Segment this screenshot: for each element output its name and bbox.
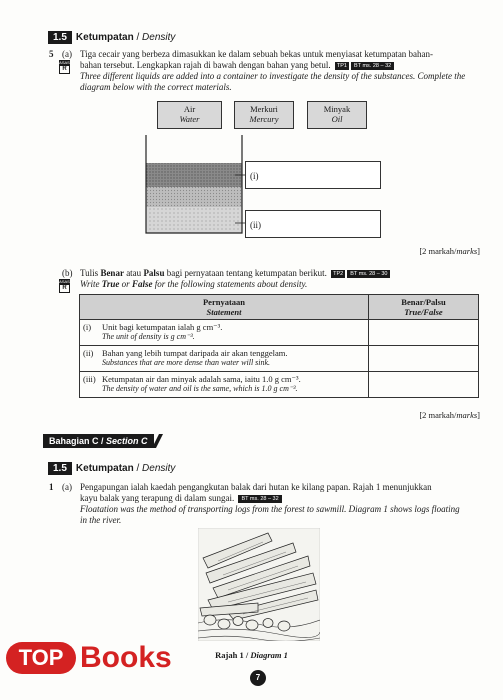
question-text <box>80 268 480 290</box>
statement-table <box>79 294 479 398</box>
question-number: 1 <box>49 482 54 492</box>
column-header-statement: Pernyataan Statement <box>80 295 369 320</box>
question-text-ms-line1: Tiga cecair yang berbeza dimasukkan ke dalam sebuah bekas untuk menyiasat ketumpatan bahan- <box>80 49 434 59</box>
section-title: Ketumpatan / Density <box>75 32 176 43</box>
container-diagram <box>140 135 250 243</box>
question-text <box>80 49 480 93</box>
topbooks-logo <box>6 640 178 690</box>
section-c-banner: Bahagian C / Section C <box>43 434 154 448</box>
tp-tag: TP2 <box>333 271 344 277</box>
diagram-caption: Rajah 1 / Diagram 1 <box>215 650 288 660</box>
bt-page-ref-tag: BT ms. 28 – 32 <box>238 495 281 503</box>
question-text-en: Write True or False for the following statements about density. <box>80 279 308 289</box>
column-header-true-false: Benar/Palsu True/False <box>369 295 479 320</box>
logo-top-badge: TOP <box>6 642 76 674</box>
section-header <box>48 458 175 476</box>
section-title-ms: Ketumpatan <box>75 32 134 43</box>
table-row: (ii) Bahan yang lebih tumpat daripada air akan tenggelam. Substances that are more dense than water will sink. <box>80 346 479 372</box>
liquid-layer-middle <box>146 187 242 207</box>
asas-r-icon: ASAS R <box>59 279 70 291</box>
answer-cell[interactable] <box>369 320 479 346</box>
answer-box-i[interactable]: (i) <box>245 161 381 189</box>
liquid-layer-bottom <box>146 207 242 233</box>
floating-logs-illustration <box>198 528 320 641</box>
answer-cell[interactable] <box>369 346 479 372</box>
liquid-layer-top <box>146 163 242 187</box>
question-part-label: (a) <box>62 49 72 59</box>
section-number-badge: 1.5 <box>48 31 72 44</box>
page-number: 7 <box>250 670 266 686</box>
question-text-en-line1: Three different liquids are added into a container to investigate the density of the substances. Complete the <box>80 71 466 81</box>
question-text-en-line2: diagram below with the correct materials. <box>80 82 232 92</box>
answer-cell[interactable] <box>369 372 479 398</box>
material-label-water: Air Water <box>157 101 222 129</box>
section-title: Ketumpatan / Density <box>75 463 176 474</box>
question-text-ms: Tulis Benar atau Palsu bagi pernyataan tentang ketumpatan berikut. TP2 BT ms. 28 – 30 <box>80 268 480 279</box>
answer-box-ii[interactable]: (ii) <box>245 210 381 238</box>
table-row: (i) Unit bagi ketumpatan ialah g cm⁻³. The unit of density is g cm⁻³. <box>80 320 479 346</box>
material-label-oil: Minyak Oil <box>307 101 367 129</box>
marks-label: [2 markah/marks] <box>419 410 480 420</box>
section-title-en: Density <box>142 32 176 43</box>
question-text: Pengapungan ialah kaedah pengangkutan balak dari hutan ke kilang papan. Rajah 1 menunjukkan kayu balak yang terapung di dalam sungai. BT ms. 28 – 32 Floatation was the method of transporting logs from the forest to sawmill. Diagram 1 shows logs floating in the river. <box>80 482 460 525</box>
tp-tag: TP1 <box>336 63 347 69</box>
question-text-ms-line2: bahan tersebut. Lengkapkan rajah di bawah dengan bahan yang betul. TP1 BT ms. 28 – 32 <box>80 60 480 71</box>
bt-page-ref-tag: BT ms. 28 – 30 <box>347 270 390 278</box>
logo-books-text: Books <box>80 641 172 674</box>
table-row: (iii) Ketumpatan air dan minyak adalah sama, iaitu 1.0 g cm⁻³. The density of water and oil is the same, which is 1.0 g cm⁻³. <box>80 372 479 398</box>
marks-label: [2 markah/marks] <box>419 246 480 256</box>
table-header-row <box>80 295 479 320</box>
question-number: 5 <box>49 49 54 59</box>
material-label-mercury: Merkuri Mercury <box>234 101 294 129</box>
section-header <box>48 27 175 45</box>
question-part-label: (b) <box>62 268 73 278</box>
bt-page-ref-tag: BT ms. 28 – 32 <box>351 62 394 70</box>
section-number-badge: 1.5 <box>48 462 72 475</box>
slash-decoration <box>150 434 164 448</box>
question-part-label: (a) <box>62 482 72 492</box>
asas-r-icon: ASAS R <box>59 60 70 72</box>
